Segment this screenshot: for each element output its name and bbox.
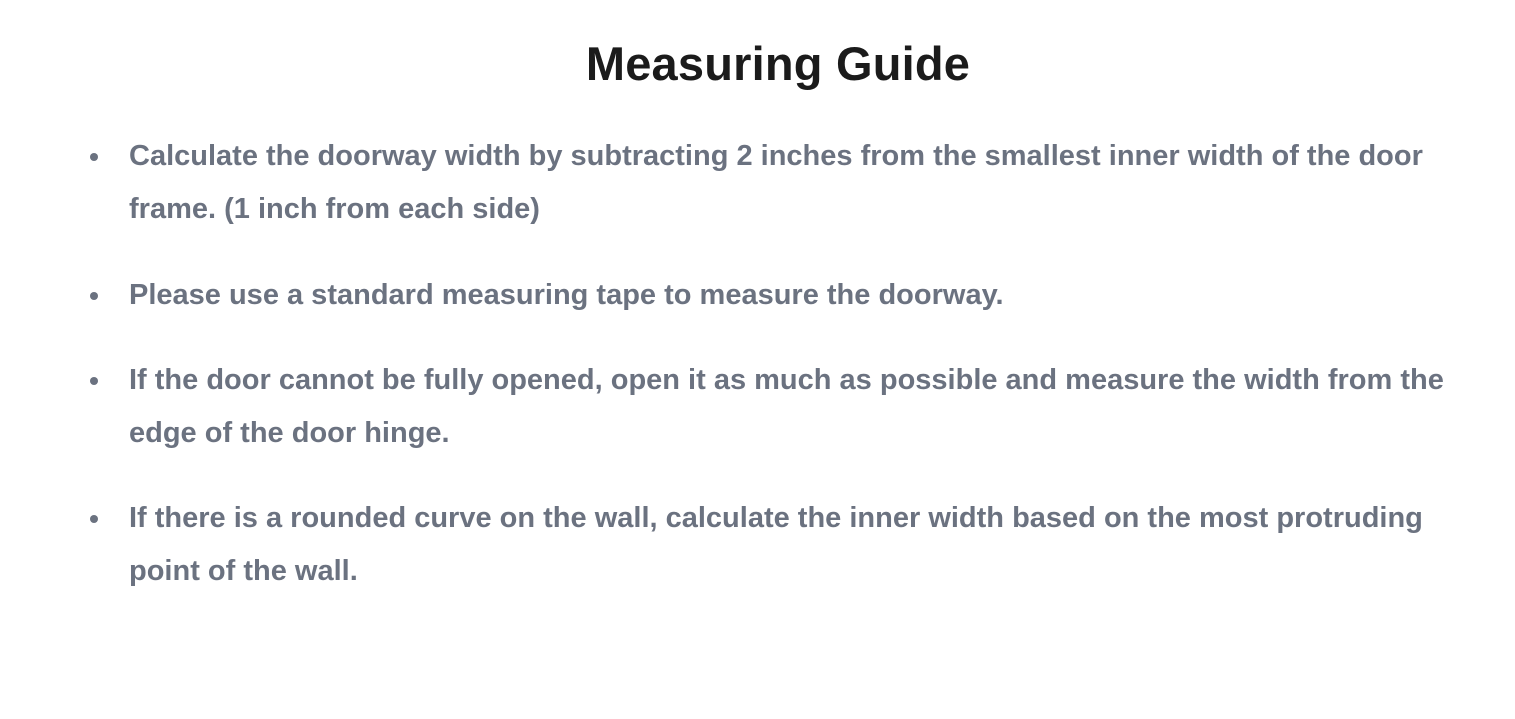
- bullet-icon: [90, 292, 98, 300]
- list-item: [0, 269, 1515, 322]
- list-item: [0, 354, 1515, 460]
- list-item-text: Calculate the doorway width by subtracting 2 inches from the smallest inner width of the door frame. (1 inch from each side): [129, 140, 1423, 225]
- list-item: [0, 492, 1515, 598]
- list-item-text: If there is a rounded curve on the wall, calculate the inner width based on the most protruding point of the wall.: [129, 502, 1423, 587]
- bullet-icon: [90, 515, 98, 523]
- list-item-text: Please use a standard measuring tape to measure the doorway.: [129, 279, 1004, 311]
- bullet-icon: [90, 377, 98, 385]
- guide-list: [0, 130, 1515, 631]
- list-item: [0, 130, 1515, 236]
- list-item-text: If the door cannot be fully opened, open it as much as possible and measure the width from the edge of the door hinge.: [129, 364, 1444, 449]
- page-title: Measuring Guide: [585, 37, 971, 90]
- bullet-icon: [90, 153, 98, 161]
